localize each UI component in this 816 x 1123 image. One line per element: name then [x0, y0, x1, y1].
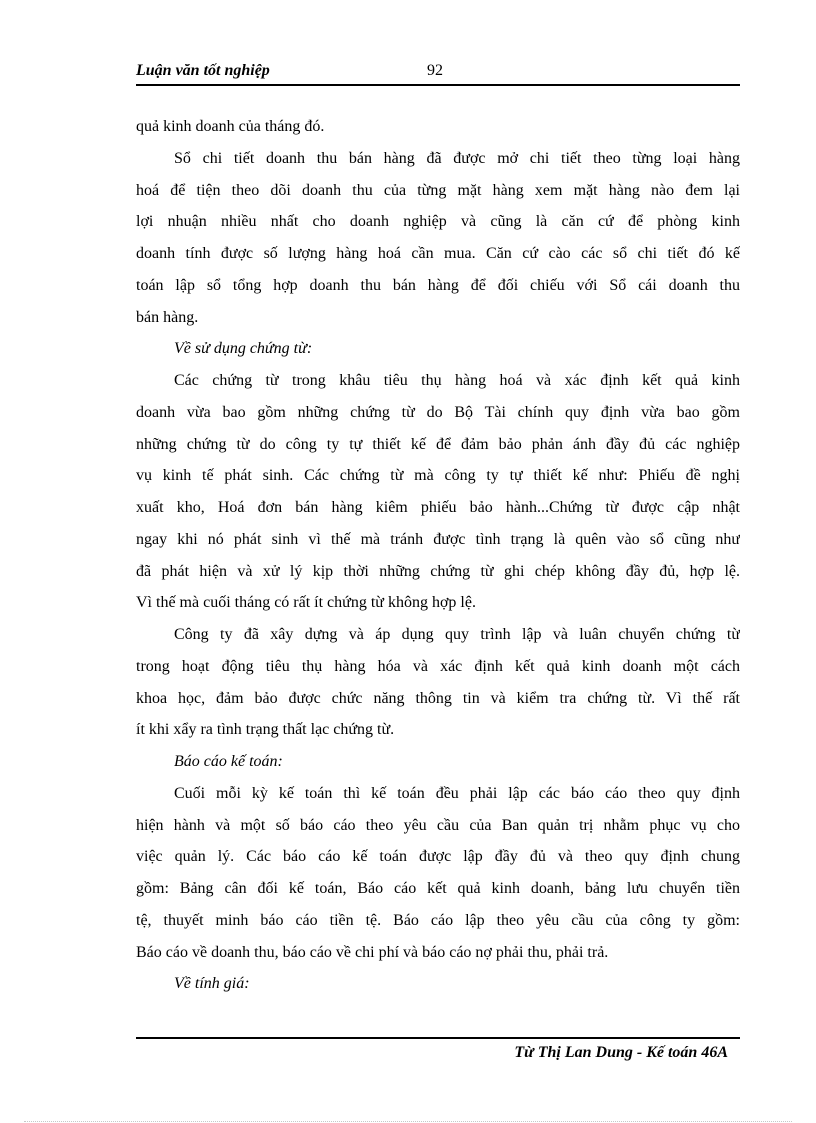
page-edge — [24, 1121, 792, 1122]
text-line: việc quản lý. Các báo cáo kế toán được lập đầy đủ và theo quy định chung — [136, 848, 740, 866]
section-heading: Về tính giá: — [174, 975, 250, 993]
footer-author: Từ Thị Lan Dung - Kế toán 46A — [514, 1044, 728, 1061]
text-line: xuất kho, Hoá đơn bán hàng kiêm phiếu bảo hành...Chứng từ được cập nhật — [136, 499, 740, 516]
text-line: lợi nhuận nhiều nhất cho doanh nghiệp và cũng là căn cứ để phòng kinh — [136, 213, 740, 231]
text-line: Công ty đã xây dựng và áp dụng quy trình lập và luân chuyển chứng từ — [174, 626, 740, 643]
text-line: doanh vừa bao gồm những chứng từ do Bộ Tài chính quy định vừa bao gồm — [136, 403, 740, 421]
page-header — [136, 60, 740, 84]
text-line: quả kinh doanh của tháng đó. — [136, 118, 325, 135]
text-line: khoa học, đảm bảo được chức năng thông tin và kiểm tra chứng từ. Vì thế rất — [136, 689, 740, 707]
text-line: gồm: Bảng cân đối kế toán, Báo cáo kết quả kinh doanh, bảng lưu chuyển tiền — [136, 880, 740, 897]
footer-rule — [136, 1037, 740, 1039]
text-line: bán hàng. — [136, 308, 199, 326]
text-line: Cuối mỗi kỳ kế toán thì kế toán đều phải lập các báo cáo theo quy định — [174, 784, 740, 802]
text-line: Các chứng từ trong khâu tiêu thụ hàng hoá và xác định kết quả kinh — [174, 372, 740, 389]
header-rule — [136, 84, 740, 86]
header-title: Luận văn tốt nghiệp — [136, 62, 270, 79]
text-line: ít khi xẩy ra tình trạng thất lạc chứng từ. — [136, 721, 395, 739]
text-line: toán lập sổ tổng hợp doanh thu bán hàng để đối chiếu với Sổ cái doanh thu — [136, 276, 740, 294]
text-line: đã phát hiện và xử lý kịp thời những chứng từ ghi chép không đầy đủ, hợp lệ. — [136, 562, 740, 580]
page-number: 92 — [427, 62, 443, 79]
text-line: Báo cáo về doanh thu, báo cáo về chi phí và báo cáo nợ phải thu, phải trả. — [136, 943, 609, 961]
section-heading: Về sử dụng chứng từ: — [174, 340, 313, 358]
text-line: Sổ chi tiết doanh thu bán hàng đã được mở chi tiết theo từng loại hàng — [174, 149, 740, 167]
section-heading: Báo cáo kế toán: — [174, 753, 283, 770]
document-body — [136, 111, 740, 1000]
text-line: tệ, thuyết minh báo cáo tiền tệ. Báo cáo lập theo yêu cầu của công ty gồm: — [136, 911, 740, 929]
text-line: trong hoạt động tiêu thụ hàng hóa và xác định kết quả kinh doanh một cách — [136, 657, 740, 675]
text-line: Vì thế mà cuối tháng có rất ít chứng từ không hợp lệ. — [136, 594, 476, 612]
text-line: ngay khi nó phát sinh vì thế mà tránh được tình trạng là quên vào sổ cũng như — [136, 530, 740, 548]
text-line: vụ kinh tế phát sinh. Các chứng từ mà công ty tự thiết kế như: Phiếu đề nghị — [136, 467, 740, 485]
text-line: những chứng từ do công ty tự thiết kế để đảm bảo phản ánh đầy đủ các nghiệp — [136, 435, 740, 453]
text-line: doanh tính được số lượng hàng hoá cần mua. Căn cứ cào các sổ chi tiết đó kế — [136, 245, 740, 262]
text-line: hiện hành và một số báo cáo theo yêu cầu của Ban quản trị nhằm phục vụ cho — [136, 816, 740, 834]
text-line: hoá để tiện theo dõi doanh thu của từng mặt hàng xem mặt hàng nào đem lại — [136, 181, 740, 199]
